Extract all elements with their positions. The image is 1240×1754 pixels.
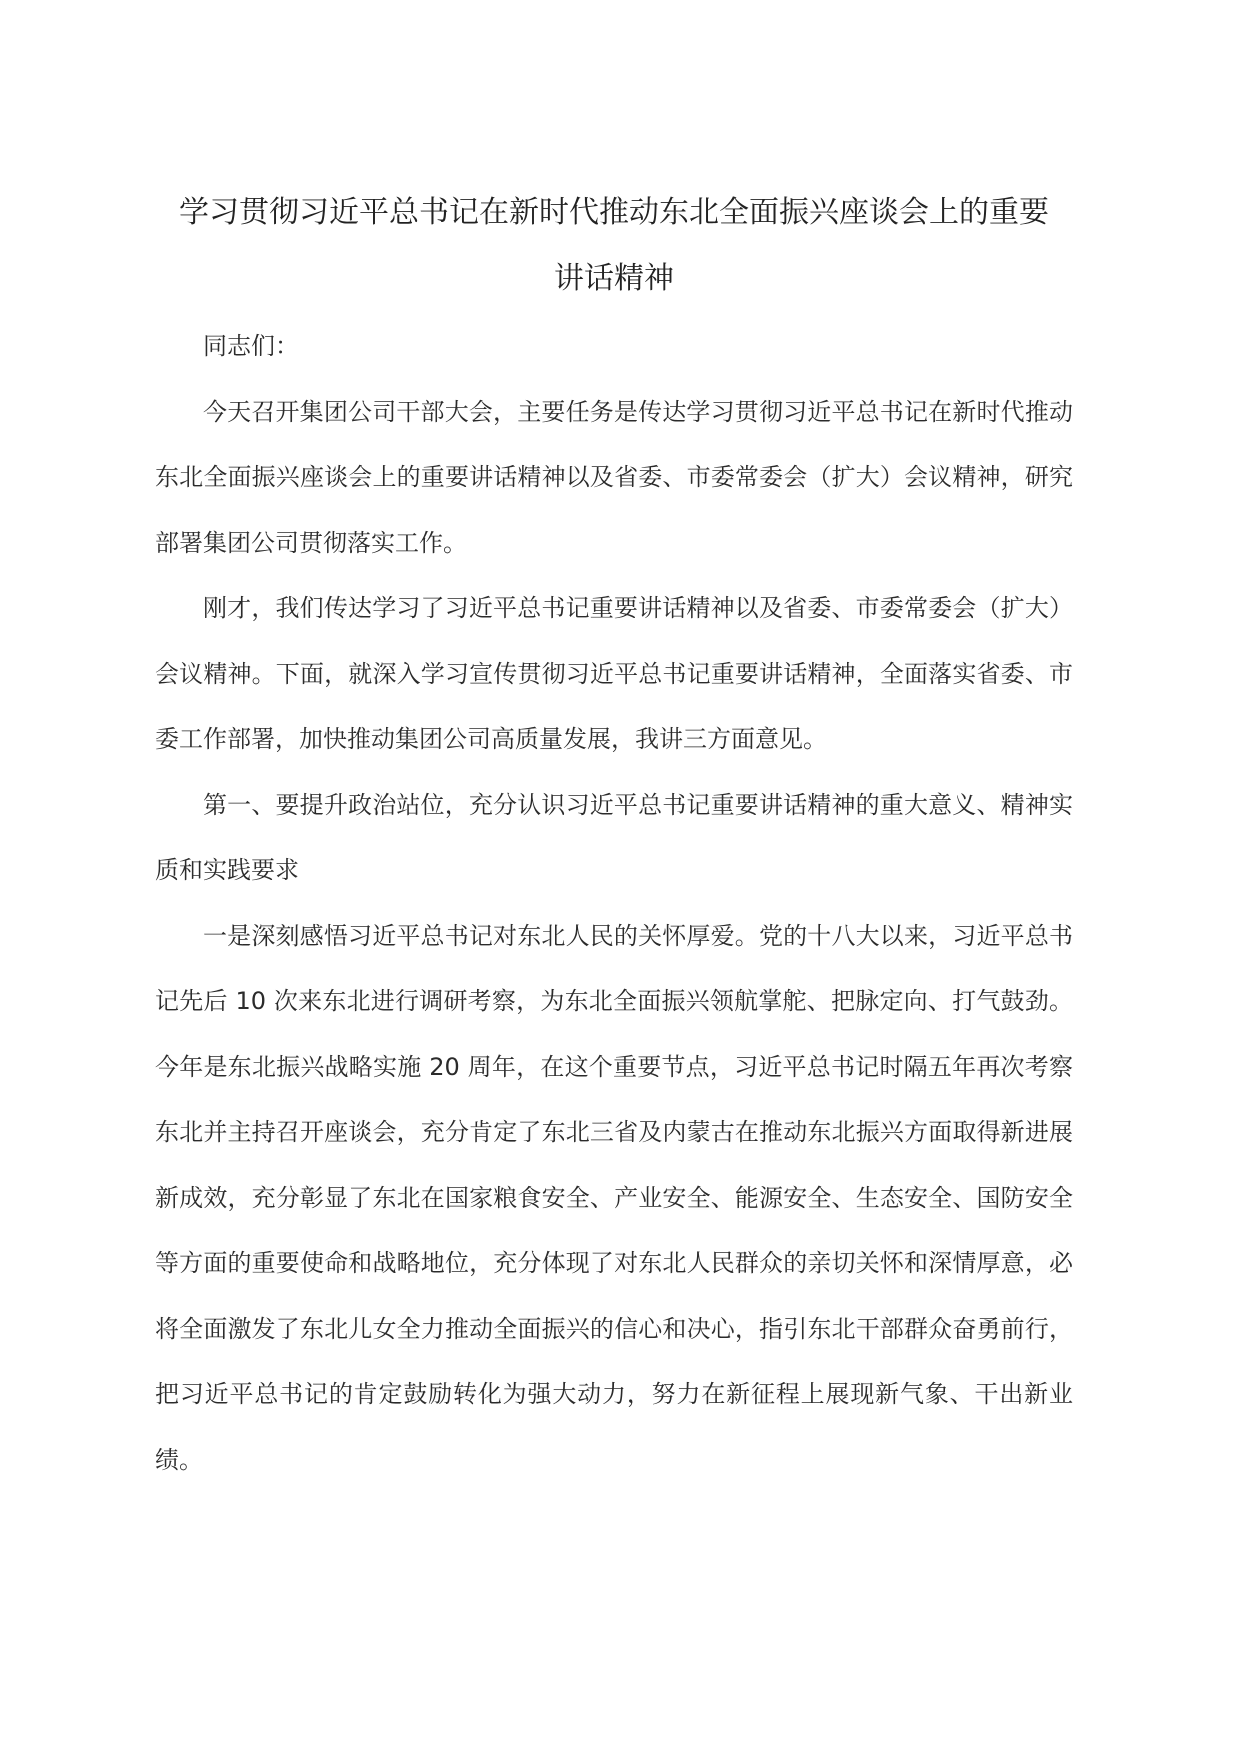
- document-title: [155, 180, 1073, 312]
- salutation: 同志们：: [203, 332, 299, 360]
- document-body: [155, 314, 1073, 1493]
- paragraph-intro: 刚才，我们传达学习了习近平总书记重要讲话精神以及省委、市委常委会（扩大）会议精神。下面，就深入学习宣传贯彻习近平总书记重要讲话精神，全面落实省委、市委工作部署，加快推动集团公司高质量发展，我讲三方面意见。: [155, 594, 1073, 753]
- section-heading-first: 第一、要提升政治站位，充分认识习近平总书记重要讲话精神的重大意义、精神实质和实践要求: [155, 790, 1073, 884]
- paragraph-point-one: 一是深刻感悟习近平总书记对东北人民的关怀厚爱。党的十八大以来，习近平总书记先后 10 次来东北进行调研考察，为东北全面振兴领航掌舵、把脉定向、打气鼓劲。今年是东北振兴战略实施 20 周年，在这个重要节点，习近平总书记时隔五年再次考察东北并主持召开座谈会，充分肯定了东北三省及内蒙古在推动东北振兴方面取得新进展新成效，充分彰显了东北在国家粮食安全、产业安全、能源安全、生态安全、国防安全等方面的重要使命和战略地位，充分体现了对东北人民群众的亲切关怀和深情厚意，必将全面激发了东北儿女全力推动全面振兴的信心和决心，指引东北干部群众奋勇前行，把习近平总书记的肯定鼓励转化为强大动力，努力在新征程上展现新气象、干出新业绩。: [155, 921, 1073, 1474]
- document-page: [155, 180, 1073, 1493]
- document-title-line-2: 讲话精神: [554, 261, 674, 296]
- document-title-line-1: 学习贯彻习近平总书记在新时代推动东北全面振兴座谈会上的重要: [179, 195, 1049, 230]
- paragraph-opening: 今天召开集团公司干部大会，主要任务是传达学习贯彻习近平总书记在新时代推动东北全面振兴座谈会上的重要讲话精神以及省委、市委常委会（扩大）会议精神，研究部署集团公司贯彻落实工作。: [155, 397, 1073, 557]
